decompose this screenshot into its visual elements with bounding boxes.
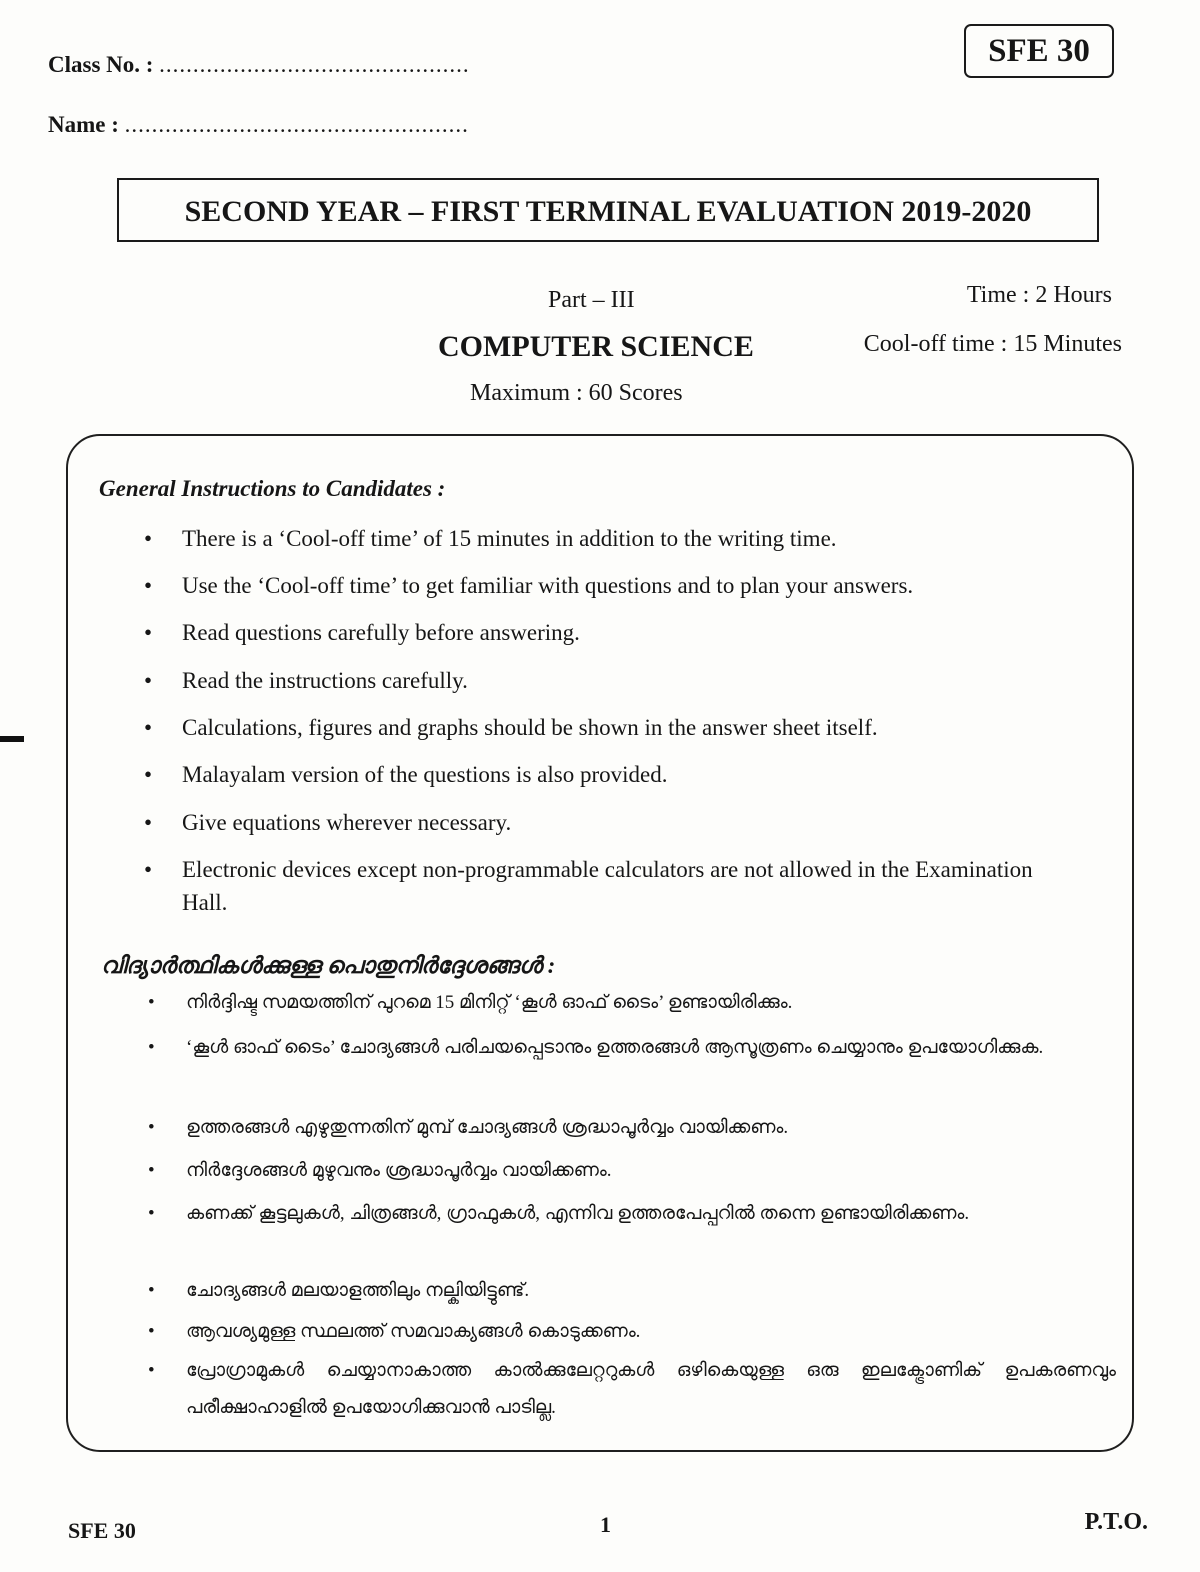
list-item: • നിർദ്ദിഷ്ട സമയത്തിന് പുറമെ 15 മിനിറ്റ് ‘കൂൾ ഓഫ് ടൈം’ ഉണ്ടായിരിക്കും. [186,984,1116,1021]
class-no-label: Class No. : [48,52,154,77]
maximum-score: Maximum : 60 Scores [470,380,683,406]
class-no-field [48,52,470,78]
list-item: • Electronic devices except non-programmable calculators are not allowed in the Examination Hall. [182,853,1082,919]
list-item: • ഉത്തരങ്ങൾ എഴുതുന്നതിന് മുമ്പ് ചോദ്യങ്ങൾ ശ്രദ്ധാപൂർവ്വം വായിക്കണം. [186,1109,1116,1146]
list-item: • Give equations wherever necessary. [182,806,1082,839]
malayalam-instructions-heading: വിദ്യാർത്ഥികൾക്കുള്ള പൊതുനിർദ്ദേശങ്ങൾ : [101,953,556,978]
name-field [48,112,469,138]
list-item: • ആവശ്യമുള്ള സ്ഥലത്ത് സമവാക്യങ്ങൾ കൊടുക്കണം. [186,1313,1116,1350]
exam-subject: COMPUTER SCIENCE [438,330,754,363]
class-no-blank: .............................................. [159,52,470,77]
page-number: 1 [600,1512,611,1537]
list-item: • Read questions carefully before answering. [182,616,1082,649]
cool-off-time: Cool-off time : 15 Minutes [863,331,1122,357]
exam-time: Time : 2 Hours [966,282,1112,308]
name-blank: ................................................... [124,112,469,137]
english-instructions-heading: General Instructions to Candidates : [99,476,446,501]
list-item: • കണക്ക് കൂട്ടലുകൾ, ചിത്രങ്ങൾ, ഗ്രാഫുകൾ, എന്നിവ ഉത്തരപേപ്പറിൽ തന്നെ ഉണ്ടായിരിക്കണം. [186,1195,1116,1232]
list-item: • Read the instructions carefully. [182,664,1082,697]
list-item: • Use the ‘Cool-off time’ to get familiar with questions and to plan your answers. [182,569,1082,602]
list-item: • There is a ‘Cool-off time’ of 15 minutes in addition to the writing time. [182,522,1082,555]
please-turn-over: P.T.O. [1084,1509,1148,1535]
list-item: • ‘കൂൾ ഓഫ് ടൈം’ ചോദ്യങ്ങൾ പരിചയപ്പെടാനും ഉത്തരങ്ങൾ ആസൂത്രണം ചെയ്യാനും ഉപയോഗിക്കുക. [186,1029,1116,1066]
exam-title: SECOND YEAR – FIRST TERMINAL EVALUATION 2019-2020 [117,178,1099,242]
footer-paper-code: SFE 30 [68,1518,136,1543]
paper-code-box: SFE 30 [964,24,1114,78]
list-item: • Calculations, figures and graphs should be shown in the answer sheet itself. [182,711,1082,744]
scan-edge-mark [0,736,24,742]
list-item: • ചോദ്യങ്ങൾ മലയാളത്തിലും നല്കിയിട്ടുണ്ട്. [186,1272,1116,1309]
list-item: • Malayalam version of the questions is also provided. [182,758,1082,791]
list-item: • നിർദ്ദേശങ്ങൾ മുഴുവനും ശ്രദ്ധാപൂർവ്വം വായിക്കണം. [186,1152,1116,1189]
exam-part: Part – III [548,287,635,313]
list-item: • പ്രോഗ്രാമുകൾ ചെയ്യാനാകാത്ത കാൽക്കുലേറ്ററുകൾ ഒഴികെയുള്ള ഒരു ഇലക്ട്രോണിക് ഉപകരണവും പരീക്ഷാഹാളിൽ ഉപയോഗിക്കുവാൻ പാടില്ല. [186,1352,1116,1426]
name-label: Name : [48,112,119,137]
